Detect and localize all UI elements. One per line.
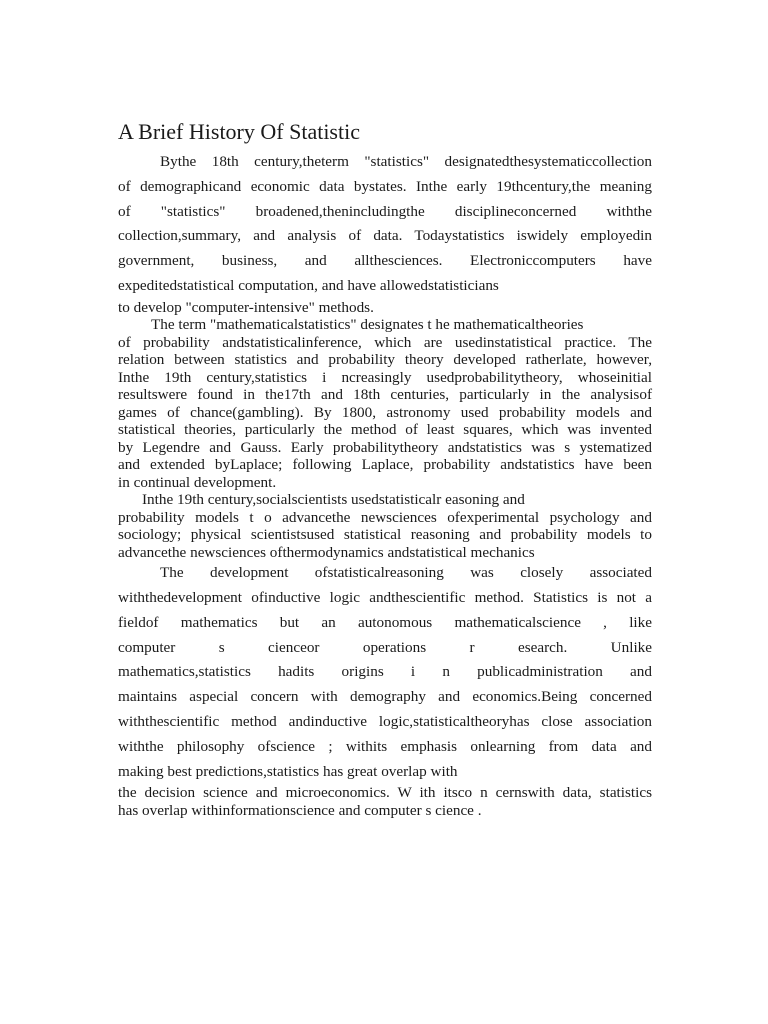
paragraph — [118, 491, 652, 561]
text-line: collection,summary, and analysis of data. Todaystatistics iswidely employedin — [118, 227, 652, 245]
text-line: withthedevelopment ofinductive logic andthescientific method. Statistics is not a — [118, 589, 652, 607]
text-line: the decision science and microeconomics. W ith itsco n cernswith data, statistics — [118, 784, 652, 802]
text-line: games of chance(gambling). By 1800, astronomy used probability models and — [118, 403, 652, 421]
paragraph — [118, 561, 652, 784]
text-line: probability models t o advancethe newsciences ofexperimental psychology and — [118, 508, 652, 526]
paragraph — [118, 150, 652, 299]
text-line: mathematics,statistics hadits origins i n publicadministration and — [118, 663, 652, 681]
text-line: relation between statistics and probability theory developed ratherlate, however, — [118, 351, 652, 369]
text-line: and extended byLaplace; following Laplace, probability andstatistics have been — [118, 456, 652, 474]
text-line: expeditedstatistical computation, and have allowedstatisticians — [118, 276, 499, 294]
text-line: fieldof mathematics but an autonomous mathematicalscience , like — [118, 613, 652, 631]
text-line: resultswere found in the17th and 18th centuries, particularly in the analysisof — [118, 386, 652, 404]
text-line: of "statistics" broadened,thenincludingthe disciplineconcerned withthe — [118, 202, 652, 220]
document-body — [118, 150, 652, 819]
paragraph — [118, 299, 652, 317]
text-line: The development ofstatisticalreasoning was closely associated — [160, 564, 652, 582]
text-line: withthe philosophy ofscience ; withits emphasis onlearning from data and — [118, 737, 652, 755]
text-line: government, business, and allthesciences. Electroniccomputers have — [118, 252, 652, 270]
text-line: withthescientific method andinductive logic,statisticaltheoryhas close association — [118, 713, 652, 731]
text-line: sociology; physical scientistsused statistical reasoning and probability models to — [118, 526, 652, 544]
text-line: Inthe 19th century,statistics i ncreasingly usedprobabilitytheory, whoseinitial — [118, 368, 652, 386]
text-line: statistical theories, particularly the method of least squares, which was invented — [118, 421, 652, 439]
document-title: A Brief History Of Statistic — [118, 119, 360, 144]
text-line: maintains aspecial concern with demography and economics.Being concerned — [118, 688, 652, 706]
text-line: Bythe 18th century,theterm "statistics" designatedthesystematiccollection — [160, 153, 652, 170]
text-line: advancethe newsciences ofthermodynamics andstatistical mechanics — [118, 543, 535, 561]
text-line: The term "mathematicalstatistics" designates t he mathematicaltheories — [151, 316, 584, 334]
text-line: to develop "computer-intensive" methods. — [118, 298, 374, 316]
text-line: by Legendre and Gauss. Early probabilitytheory andstatistics was s ystematized — [118, 438, 652, 456]
paragraph — [118, 316, 652, 491]
text-line: has overlap withinformationscience and computer s cience . — [118, 801, 482, 819]
text-line: Inthe 19th century,socialscientists usedstatisticalr easoning and — [142, 491, 525, 509]
text-line: of probability andstatisticalinference, which are usedinstatistical practice. The — [118, 333, 652, 351]
document-page — [118, 118, 652, 819]
text-line: making best predictions,statistics has great overlap with — [118, 762, 458, 780]
text-line: of demographicand economic data bystates. Inthe early 19thcentury,the meaning — [118, 177, 652, 195]
text-line: computer s cienceor operations r esearch. Unlike — [118, 638, 652, 656]
text-line: in continual development. — [118, 473, 277, 491]
paragraph — [118, 784, 652, 819]
